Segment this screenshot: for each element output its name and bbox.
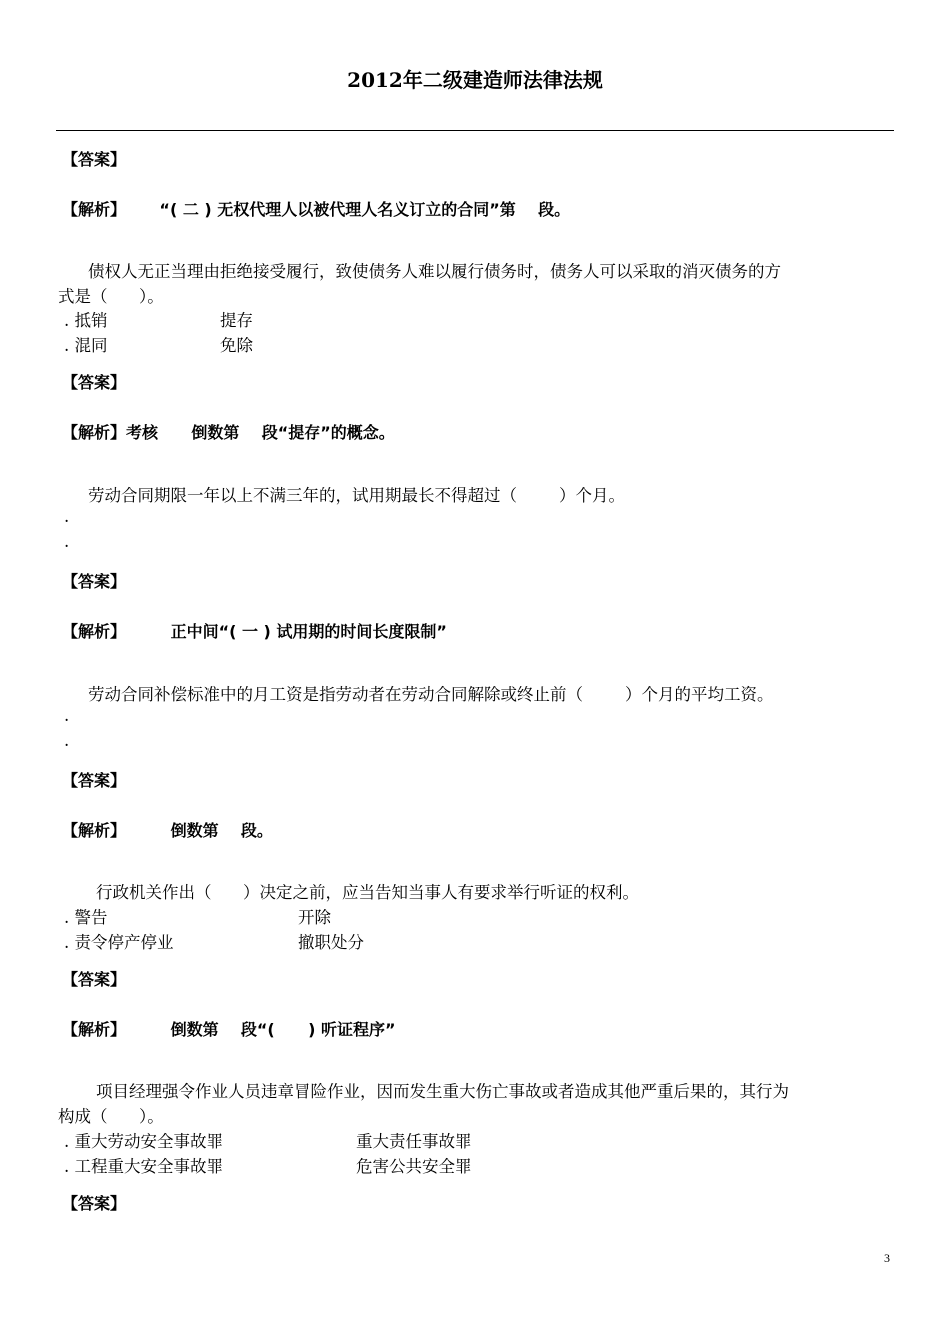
option-b-5: 重大责任事故罪: [356, 1132, 472, 1151]
option-b-4: 开除: [298, 908, 331, 927]
question-3-line-1: 劳动合同补偿标准中的月工资是指劳动者在劳动合同解除或终止前（ ）个月的平均工资。: [88, 685, 774, 704]
analysis-line-3: 【解析】 正中间“( 一 ) 试用期的时间长度限制”: [62, 622, 447, 641]
option-dot-2a: .: [64, 507, 70, 526]
analysis-line-1: 【解析】 “( 二 ) 无权代理人以被代理人名义订立的合同”第 段。: [62, 200, 571, 219]
option-dot-2b: .: [64, 532, 70, 551]
answer-label-5: 【答案】: [62, 970, 127, 989]
answer-label-3: 【答案】: [62, 572, 127, 591]
analysis-line-2: 【解析】考核 倒数第 段“提存”的概念。: [62, 423, 395, 442]
question-5-line-2: 构成（ ）。: [58, 1107, 164, 1126]
page-header-title: 2012年二级建造师法律法规: [347, 68, 603, 92]
answer-label-2: 【答案】: [62, 373, 127, 392]
question-1-line-1: 债权人无正当理由拒绝接受履行，致使债务人难以履行债务时，债务人可以采取的消灭债务的方: [88, 262, 781, 281]
question-1-line-2: 式是（ ）。: [58, 287, 164, 306]
answer-label-1: 【答案】: [62, 150, 127, 169]
option-a-4: . 警告: [64, 908, 108, 927]
page-number: 3: [884, 1251, 890, 1265]
option-c-5: . 工程重大安全事故罪: [64, 1157, 223, 1176]
option-a-5: . 重大劳动安全事故罪: [64, 1132, 223, 1151]
header-rule: [56, 130, 894, 131]
option-c-1: . 混同: [64, 336, 108, 355]
analysis-line-5: 【解析】 倒数第 段“( ) 听证程序”: [62, 1020, 396, 1039]
analysis-line-4: 【解析】 倒数第 段。: [62, 821, 273, 840]
answer-label-4: 【答案】: [62, 771, 127, 790]
option-b-1: 提存: [220, 311, 253, 330]
option-d-5: 危害公共安全罪: [356, 1157, 472, 1176]
option-d-1: 免除: [220, 336, 253, 355]
answer-label-6: 【答案】: [62, 1194, 127, 1213]
option-dot-3b: .: [64, 731, 70, 750]
option-d-4: 撤职处分: [298, 933, 364, 952]
question-5-line-1: 项目经理强令作业人员违章冒险作业，因而发生重大伤亡事故或者造成其他严重后果的，其行为: [96, 1082, 789, 1101]
question-2-line-1: 劳动合同期限一年以上不满三年的，试用期最长不得超过（ ）个月。: [88, 486, 625, 505]
option-dot-3a: .: [64, 706, 70, 725]
question-4-line-1: 行政机关作出（ ）决定之前，应当告知当事人有要求举行听证的权利。: [96, 883, 639, 902]
option-c-4: . 责令停产停业: [64, 933, 174, 952]
option-a-1: . 抵销: [64, 311, 108, 330]
